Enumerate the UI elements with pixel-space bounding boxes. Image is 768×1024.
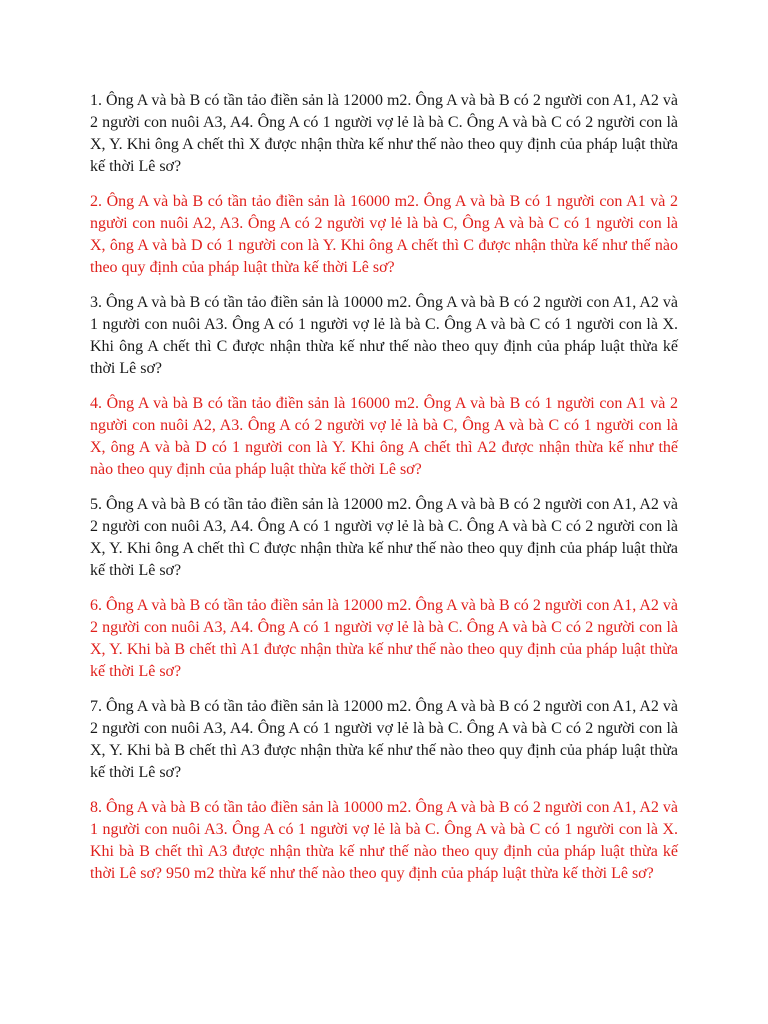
question-6: 6. Ông A và bà B có tần tảo điền sản là 12000 m2. Ông A và bà B có 2 người con A1, A2 và 2 người con nuôi A3, A4. Ông A có 1 người vợ lẻ là bà C. Ông A và bà C có 2 người con là X, Y. Khi bà B chết thì A1 được nhận thừa kế như thế nào theo quy định của pháp luật thừa kế thời Lê sơ? xyxy=(90,597,678,680)
question-5: 5. Ông A và bà B có tần tảo điền sản là 12000 m2. Ông A và bà B có 2 người con A1, A2 và 2 người con nuôi A3, A4. Ông A có 1 người vợ lẻ là bà C. Ông A và bà C có 2 người con là X, Y. Khi ông A chết thì C được nhận thừa kế như thế nào theo quy định của pháp luật thừa kế thời Lê sơ? xyxy=(90,496,678,579)
question-2: 2. Ông A và bà B có tần tảo điền sản là 16000 m2. Ông A và bà B có 1 người con A1 và 2 người con nuôi A2, A3. Ông A có 2 người vợ lẻ là bà C, Ông A và bà C có 1 người con là X, ông A và bà D có 1 người con là Y. Khi ông A chết thì C được nhận thừa kế như thế nào theo quy định của pháp luật thừa kế thời Lê sơ? xyxy=(90,193,678,276)
document-page xyxy=(90,90,678,898)
question-4: 4. Ông A và bà B có tần tảo điền sản là 16000 m2. Ông A và bà B có 1 người con A1 và 2 người con nuôi A2, A3. Ông A có 2 người vợ lẻ là bà C, Ông A và bà C có 1 người con là X, ông A và bà D có 1 người con là Y. Khi ông A chết thì A2 được nhận thừa kế như thế nào theo quy định của pháp luật thừa kế thời Lê sơ? xyxy=(90,395,678,478)
question-1: 1. Ông A và bà B có tần tảo điền sản là 12000 m2. Ông A và bà B có 2 người con A1, A2 và 2 người con nuôi A3, A4. Ông A có 1 người vợ lẻ là bà C. Ông A và bà C có 2 người con là X, Y. Khi ông A chết thì X được nhận thừa kế như thế nào theo quy định của pháp luật thừa kế thời Lê sơ? xyxy=(90,92,678,175)
question-3: 3. Ông A và bà B có tần tảo điền sản là 10000 m2. Ông A và bà B có 2 người con A1, A2 và 1 người con nuôi A3. Ông A có 1 người vợ lẻ là bà C. Ông A và bà C có 1 người con là X. Khi ông A chết thì C được nhận thừa kế như thế nào theo quy định của pháp luật thừa kế thời Lê sơ? xyxy=(90,294,678,377)
question-8: 8. Ông A và bà B có tần tảo điền sản là 10000 m2. Ông A và bà B có 2 người con A1, A2 và 1 người con nuôi A3. Ông A có 1 người vợ lẻ là bà C. Ông A và bà C có 1 người con là X. Khi bà B chết thì A3 được nhận thừa kế như thế nào theo quy định của pháp luật thừa kế thời Lê sơ? 950 m2 thừa kế như thế nào theo quy định của pháp luật thừa kế thời Lê sơ? xyxy=(90,799,678,882)
question-7: 7. Ông A và bà B có tần tảo điền sản là 12000 m2. Ông A và bà B có 2 người con A1, A2 và 2 người con nuôi A3, A4. Ông A có 1 người vợ lẻ là bà C. Ông A và bà C có 2 người con là X, Y. Khi bà B chết thì A3 được nhận thừa kế như thế nào theo quy định của pháp luật thừa kế thời Lê sơ? xyxy=(90,698,678,781)
